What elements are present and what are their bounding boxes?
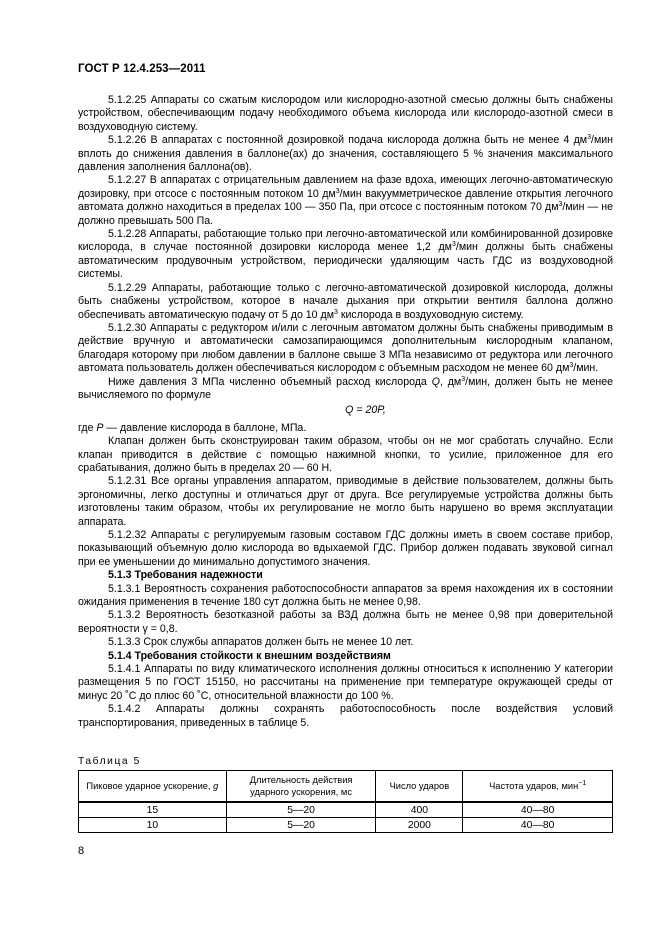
paragraph: 5.1.4.1 Аппараты по виду климатического исполнения должны относиться к исполнению У категории размещения 5 по ГОСТ 15150, но рассчитаны на применение при температуре окружающей среды от минус 20 ˚С до плюс 60 ˚С, относительной влажности до 100 %. bbox=[78, 663, 613, 702]
paragraph: Ниже давления 3 МПа численно объемный расход кислорода Q, $дм^3$/мин, должен быть не менее вычисляемого по формуле bbox=[78, 375, 613, 401]
table-cell: 10 bbox=[79, 818, 227, 833]
table-cell: 40—80 bbox=[463, 818, 613, 833]
table-cell: 5—20 bbox=[226, 818, 376, 833]
paragraph: 5.1.2.30 Аппараты с редуктором и/или с легочным автоматом должны быть снабжены приводимым в действие вручную и автоматически самозапирающимся дополнительным кислородным клапаном, благодаря которому при любом давлении в баллоне свыше 3 МПа независимо от редуктора или легочного автомата пользователь должен обеспечиваться кислородом с объемным расходом не менее 60 $дм^3$/мин. bbox=[78, 321, 613, 375]
paragraph: 5.1.2.27 В аппаратах с отрицательным давлением на фазе вдоха, имеющих легочно-автоматическую дозировку, при отсосе с постоянным потоком 10 $дм^3$/мин вакуумметрическое давление открытия легочного автомата должно находиться в пределах 100 — 350 Па, при отсосе с постоянным потоком 70 $дм^3$/мин — не должно превышать 500 Па. bbox=[78, 174, 614, 227]
table-row bbox=[79, 802, 613, 818]
section-heading: 5.1.3 Требования надежности bbox=[108, 569, 263, 582]
paragraph: 5.1.2.25 Аппараты со сжатым кислородом или кислородно-азотной смесью должны быть снабжены устройством, обеспечивающим подачу необходимого объема кислорода или кислородо-азотной смеси в воздуховодную систему. bbox=[78, 94, 613, 133]
column-header: Число ударов bbox=[376, 771, 463, 803]
paragraph: 5.1.3.1 Вероятность сохранения работоспособности аппаратов за время нахождения их в состоянии ожидания применения в течение 180 сут должна быть не менее 0,98. bbox=[78, 582, 613, 609]
table-header-row bbox=[79, 771, 613, 803]
column-header: Пиковое ударное ускорение, g bbox=[79, 771, 227, 803]
section-heading: 5.1.4 Требования стойкости к внешним воздействиям bbox=[108, 649, 391, 662]
document-header: ГОСТ Р 12.4.253—2011 bbox=[78, 63, 206, 75]
table-cell: 40—80 bbox=[463, 802, 613, 818]
table-cell: 5—20 bbox=[226, 802, 376, 818]
paragraph: 5.1.2.28 Аппараты, работающие только при легочно-автоматической или комбинированной дозировке кислорода, в случае постоянной дозировки кислорода менее 1,2 $дм^3$/мин должны быть снабжены автоматическим продувочным устройством, периодически удаляющим часть ГДС из воздуховодной системы. bbox=[78, 228, 614, 281]
paragraph: 5.1.2.32 Аппараты с регулируемым газовым составом ГДС должны иметь в своем составе прибор, показывающий объемную долю кислорода во вдыхаемой ГДС. Прибор должен подавать звуковой сигнал при ее уменьшении до минимально допустимого значения. bbox=[78, 529, 613, 568]
paragraph: Клапан должен быть сконструирован таким образом, чтобы он не мог сработать случайно. Если клапан приводится в действие с помощью нажимной кнопки, то усилие, приложенное для его срабатывания, должно быть в пределах 20 — 60 Н. bbox=[78, 435, 613, 474]
table-cell: 400 bbox=[376, 802, 463, 818]
table-cell: 2000 bbox=[376, 818, 463, 833]
data-table bbox=[78, 770, 613, 833]
table-cell: 15 bbox=[79, 802, 227, 818]
column-header: Длительность действия ударного ускорения, мс bbox=[226, 771, 376, 803]
document-body bbox=[78, 94, 613, 730]
paragraph: где P — давление кислорода в баллоне, МПа. bbox=[78, 421, 307, 434]
paragraph: 5.1.4.2 Аппараты должны сохранять работоспособность после воздействия условий транспортирования, приведенных в таблице 5. bbox=[78, 703, 613, 729]
formula: Q = 20P, bbox=[345, 404, 386, 417]
paragraph: 5.1.3.3 Срок службы аппаратов должен быть не менее 10 лет. bbox=[108, 636, 414, 649]
paragraph: 5.1.2.26 В аппаратах с постоянной дозировкой подача кислорода должна быть не менее 4 $дм^3$/мин вплоть до снижения давления в баллоне(ах) до значения, составляющего 5 % значения максимального давления заполнения баллона(ов). bbox=[78, 134, 613, 174]
paragraph: 5.1.3.2 Вероятность безотказной работы за ВЗД должна быть не менее 0,98 при доверительной вероятности γ = 0,8. bbox=[78, 609, 613, 635]
column-header: Частота ударов, мин$^{-1}$ bbox=[463, 771, 613, 803]
page-number: 8 bbox=[78, 845, 85, 857]
paragraph: 5.1.2.31 Все органы управления аппаратом, приводимые в действие пользователем, должны быть эргономичны, легко доступны и отличаться друг от друга. Все регулируемые устройства должны быть изготовлены таким образом, чтобы их регулирование не могло быть нарушено во время эксплуатации аппарата. bbox=[78, 475, 613, 528]
table-caption: Таблица 5 bbox=[78, 756, 141, 767]
paragraph: 5.1.2.29 Аппараты, работающие только с легочно-автоматической дозировкой кислорода, должны быть снабжены устройством, которое в начале дыхания при открытии вентиля баллона должно обеспечивать автоматическую подачу от 5 до 10 $дм^3$ кислорода в воздуховодную систему. bbox=[78, 281, 613, 321]
table-row bbox=[79, 818, 613, 833]
